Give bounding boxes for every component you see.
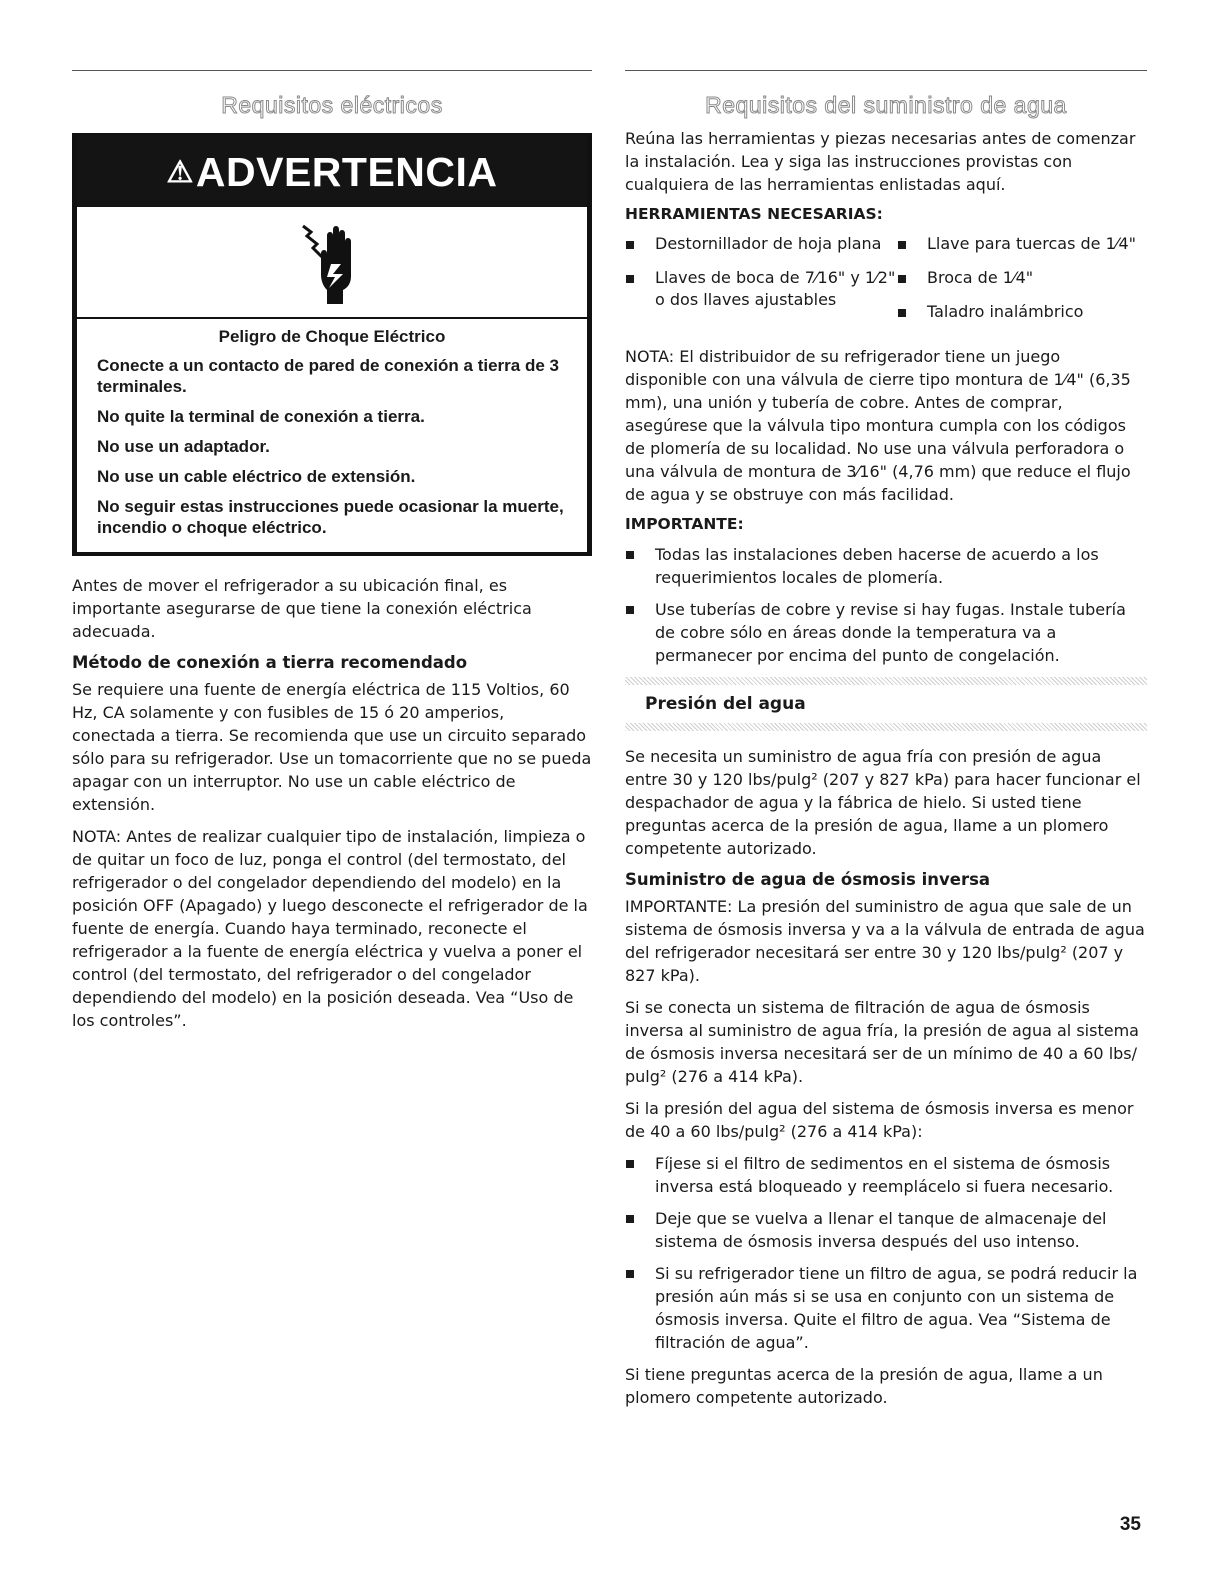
- list-item: Fíjese si el filtro de sedimentos en el sistema de ósmosis inversa está bloqueado y reemplácelo si fuera necesario.: [625, 1152, 1147, 1198]
- warning-body: [77, 319, 587, 552]
- section-band-bottom: [625, 723, 1147, 731]
- warning-triangle-icon: ⚠: [166, 156, 194, 189]
- electrical-requirements-title: Requisitos eléctricos: [221, 92, 443, 118]
- warning-line: Conecte a un contacto de pared de conexión a tierra de 3 terminales.: [97, 356, 559, 396]
- ro-list: [625, 1152, 1147, 1354]
- warning-subtitle: Peligro de Choque Eléctrico: [218, 327, 446, 346]
- warning-box: [72, 133, 592, 556]
- electrical-note: NOTA: Antes de realizar cualquier tipo de instalación, limpieza o de quitar un foco de luz, ponga el control (del termostato, del refrigerador o del congelador dependiendo del modelo) en la posición OFF (Apagado) y luego desconecte el refrigerador de la fuente de energía. Cuando haya terminado, reconecte el refrigerador a la fuente de energía eléctrica y vuelva a poner el control (del termostato, del refrigerador o del congelador dependiendo del modelo) en la posición deseada. Vea “Uso de los controles”.: [72, 827, 588, 1030]
- ro-important: IMPORTANTE: La presión del suministro de agua que sale de un sistema de ósmosis inversa y va a la válvula de entrada de agua del refrigerador necesitará ser entre 30 y 120 lbs/pulg² (207 y 827 kPa).: [625, 897, 1145, 985]
- list-item: Llave para tuercas de 1⁄4": [897, 233, 1147, 255]
- water-supply-title: Requisitos del suministro de agua: [705, 92, 1067, 118]
- section-band-top: [625, 677, 1147, 685]
- list-item: Use tuberías de cobre y revise si hay fugas. Instale tubería de cobre sólo en áreas donde la temperatura va a permanecer por encima del punto de congelación.: [625, 598, 1147, 667]
- list-item: Taladro inalámbrico: [897, 301, 1147, 323]
- warning-line: No quite la terminal de conexión a tierra.: [97, 407, 425, 426]
- list-item: Si su refrigerador tiene un filtro de agua, se podrá reducir la presión aún más si se usa en conjunto con un sistema de ósmosis inversa. Quite el filtro de agua. Vea “Sistema de filtración de agua”.: [625, 1262, 1147, 1354]
- electric-shock-hand-icon: [77, 207, 587, 319]
- left-top-rule: [72, 70, 592, 71]
- tools-list: [625, 233, 1147, 335]
- water-intro: Reúna las herramientas y piezas necesarias antes de comenzar la instalación. Lea y siga las instrucciones provistas con cualquiera de las herramientas enlistadas aquí.: [625, 129, 1136, 194]
- right-column: [625, 70, 1147, 1418]
- warning-line: No use un adaptador.: [97, 437, 270, 456]
- tools-column-1: [625, 233, 897, 335]
- important-list: [625, 543, 1147, 667]
- warning-header: [77, 135, 587, 207]
- electrical-intro: Antes de mover el refrigerador a su ubicación final, es importante asegurarse de que tiene la conexión eléctrica adecuada.: [72, 576, 532, 641]
- warning-heading: ADVERTENCIA: [195, 149, 498, 195]
- right-top-rule: [625, 70, 1147, 71]
- water-note: NOTA: El distribuidor de su refrigerador tiene un juego disponible con una válvula de cierre tipo montura de 1⁄4" (6,35 mm), una unión y tubería de cobre. Antes de comprar, asegúrese que la válvula tipo montura cumpla con los códigos de plomería de su localidad. No use una válvula perforadora o una válvula de montura de 3⁄16" (4,76 mm) que reduce el flujo de agua y se obstruye con más facilidad.: [625, 347, 1131, 504]
- tools-column-2: [897, 233, 1147, 335]
- tools-heading: HERRAMIENTAS NECESARIAS:: [625, 205, 883, 223]
- list-item: Deje que se vuelva a llenar el tanque de almacenaje del sistema de ósmosis inversa después del uso intenso.: [625, 1207, 1147, 1253]
- grounding-method-heading: Método de conexión a tierra recomendado: [72, 653, 468, 672]
- tool-name: Llaves de boca de 7⁄16" y 1⁄2": [655, 268, 896, 287]
- important-heading: IMPORTANTE:: [625, 515, 744, 533]
- ro-paragraph-3: Si la presión del agua del sistema de ósmosis inversa es menor de 40 a 60 lbs/pulg² (276 a 414 kPa):: [625, 1099, 1134, 1141]
- list-item: Broca de 1⁄4": [897, 267, 1147, 289]
- list-item: Todas las instalaciones deben hacerse de acuerdo a los requerimientos locales de plomería.: [625, 543, 1147, 589]
- water-pressure-text: Se necesita un suministro de agua fría con presión de agua entre 30 y 120 lbs/pulg² (207 y 827 kPa) para hacer funcionar el despachador de agua y la fábrica de hielo. Si usted tiene preguntas acerca de la presión de agua, llame a un plomero competente autorizado.: [625, 747, 1141, 858]
- water-pressure-heading: Presión del agua: [645, 694, 806, 714]
- list-item: Destornillador de hoja plana: [625, 233, 897, 255]
- reverse-osmosis-heading: Suministro de agua de ósmosis inversa: [625, 870, 991, 889]
- page-number: 35: [1119, 1514, 1141, 1535]
- list-item: [625, 267, 897, 311]
- grounding-method-text: Se requiere una fuente de energía eléctrica de 115 Voltios, 60 Hz, CA solamente y con fusibles de 15 ó 20 amperios, conectada a tierra. Se recomienda que use un circuito separado sólo para su refrigerador. Use un tomacorriente que no se pueda apagar con un interruptor. No use un cable eléctrico de extensión.: [72, 680, 592, 814]
- warning-line: No use un cable eléctrico de extensión.: [97, 467, 416, 486]
- warning-line: No seguir estas instrucciones puede ocasionar la muerte, incendio o choque eléctrico.: [97, 497, 564, 537]
- ro-paragraph-2: Si se conecta un sistema de filtración de agua de ósmosis inversa al suministro de agua fría, la presión de agua al sistema de ósmosis inversa necesitará ser de un mínimo de 40 a 60 lbs/ pulg² (276 a 414 kPa).: [625, 998, 1139, 1086]
- tool-subnote: o dos llaves ajustables: [655, 290, 837, 309]
- left-column: [72, 70, 592, 1041]
- closing-text: Si tiene preguntas acerca de la presión de agua, llame a un plomero competente autorizado.: [625, 1365, 1103, 1407]
